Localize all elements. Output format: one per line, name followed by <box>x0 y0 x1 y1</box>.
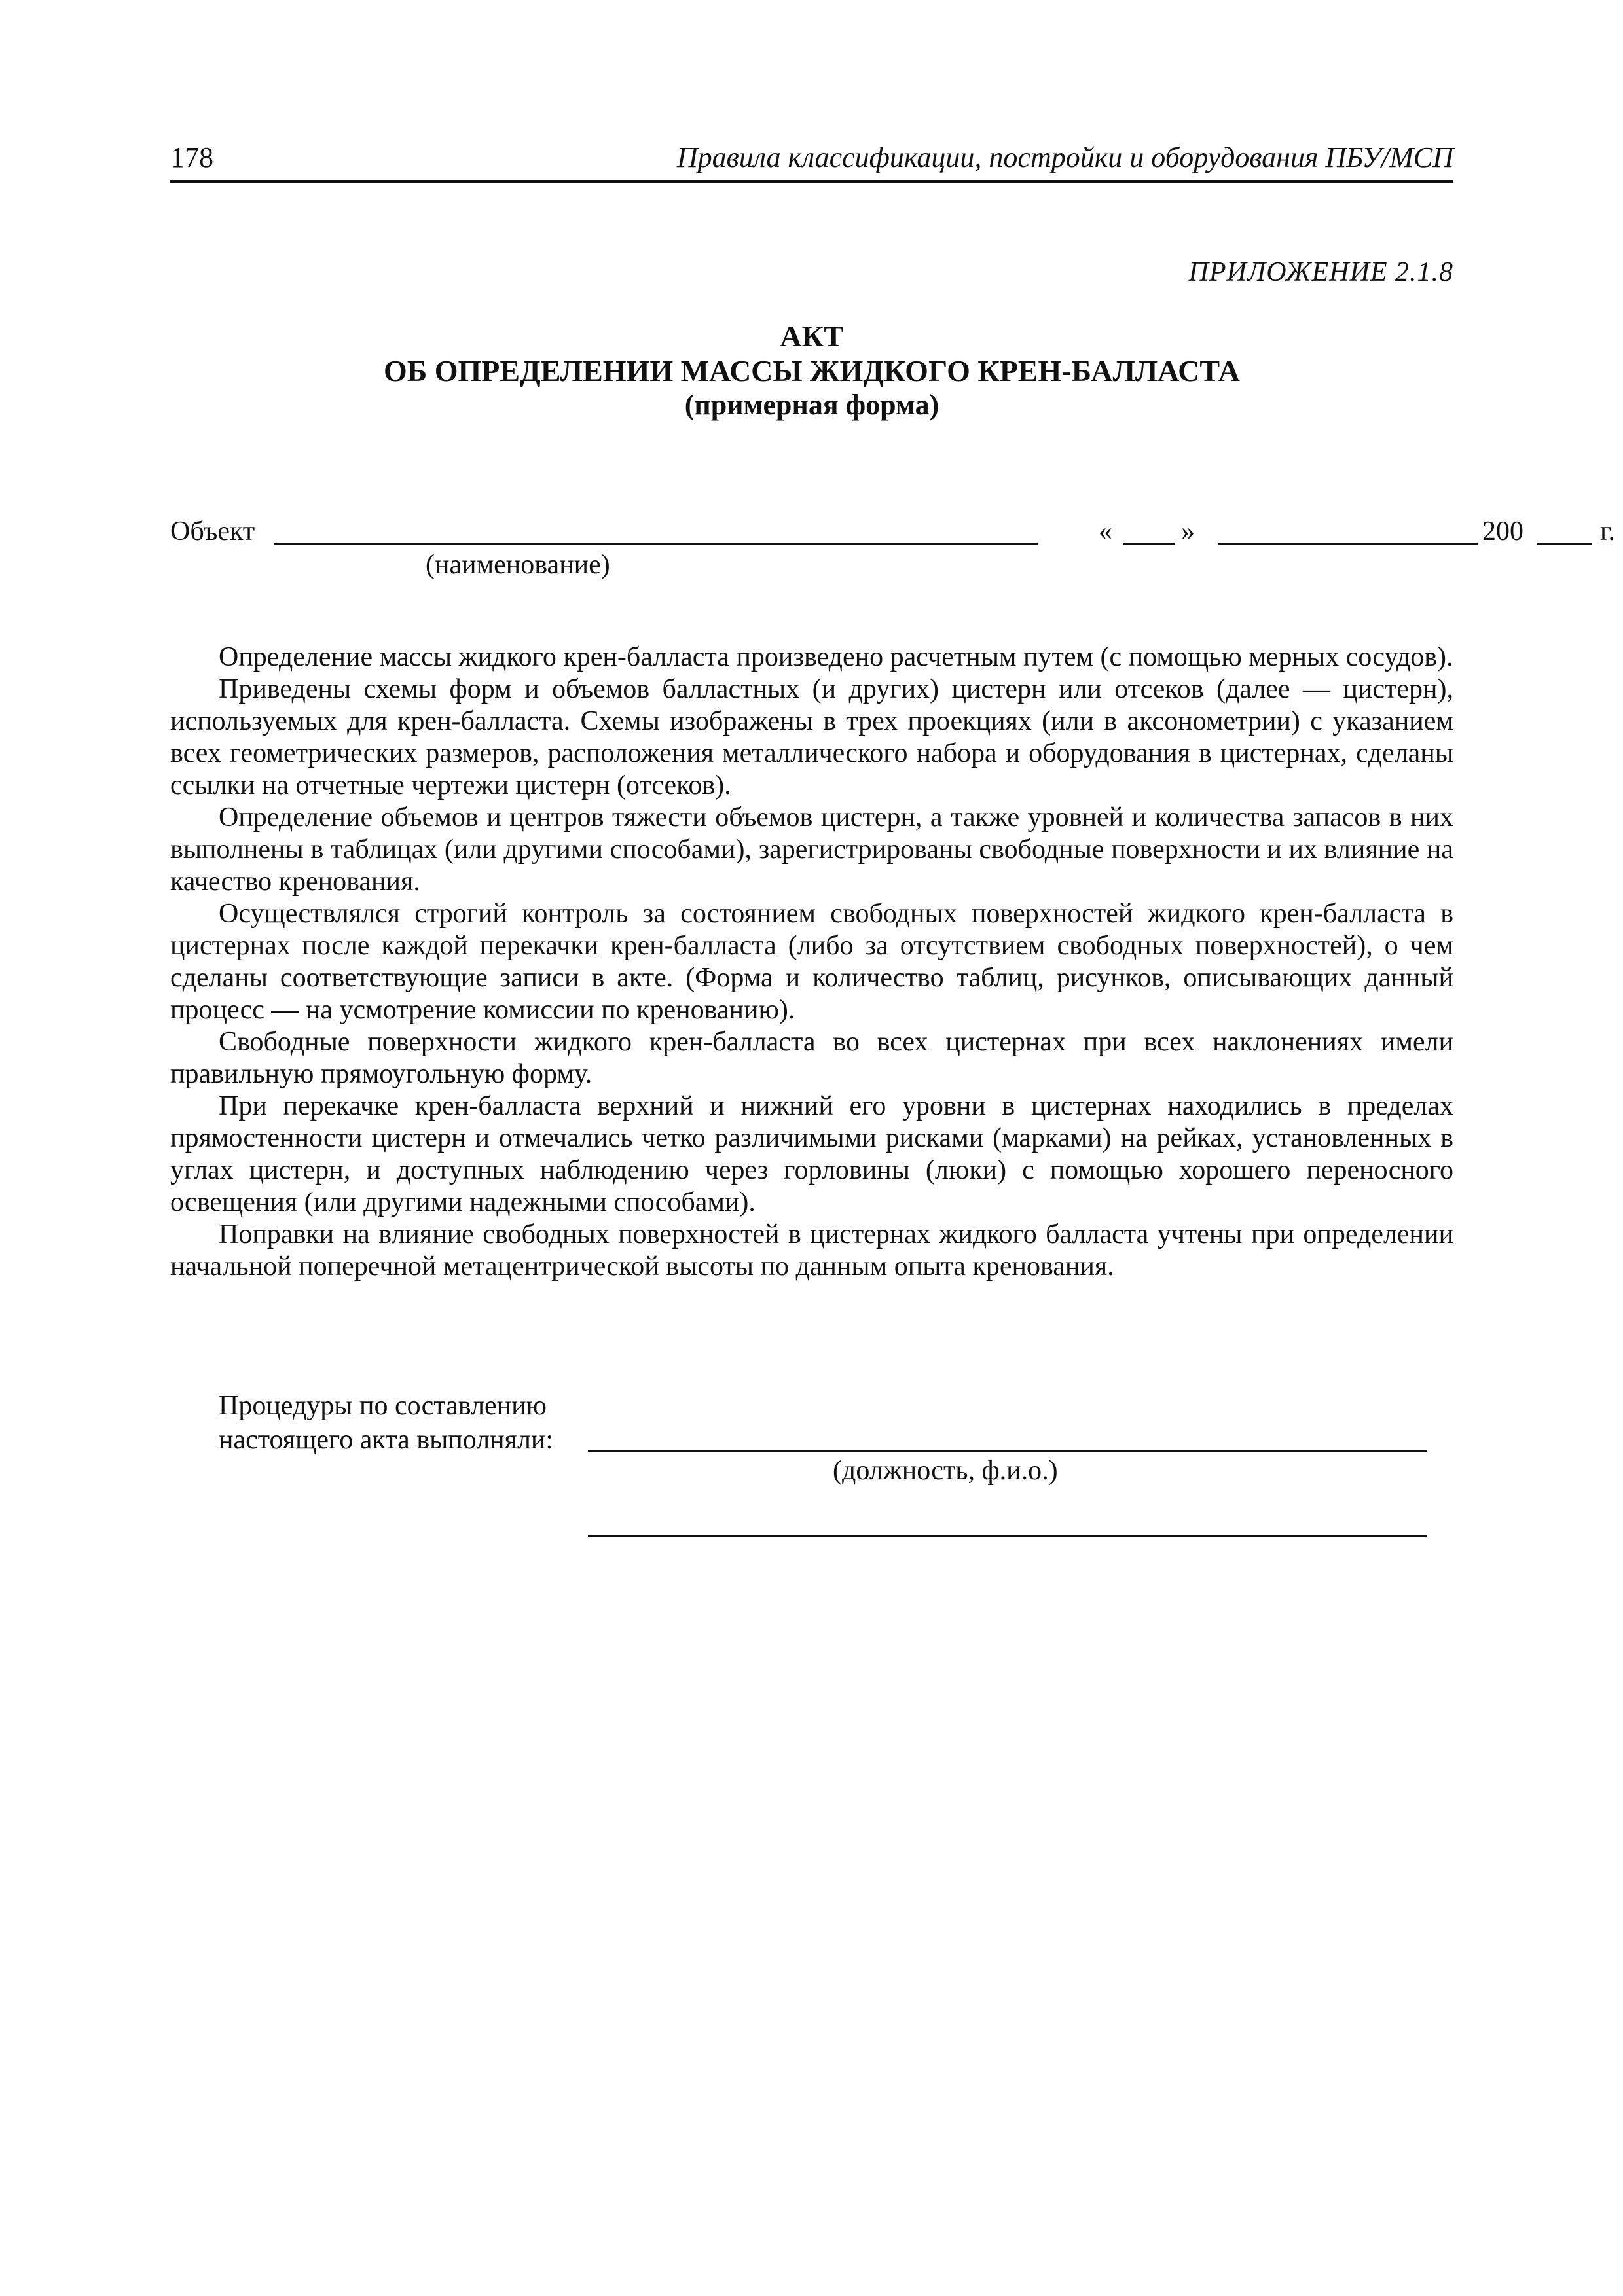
paragraph: Приведены схемы форм и объемов балластных (и других) цистерн или отсеков (далее — цистерн), используемых для крен-балласта. Схемы изображены в трех проекциях (или в аксонометрии) с указанием всех геометрических размеров, расположения металлического набора и оборудования в цистернах, сделаны ссылки на отчетные чертежи цистерн (отсеков). <box>170 674 1453 800</box>
body-text <box>170 641 1453 1283</box>
signature-hint: (должность, ф.и.о.) <box>833 1456 1058 1486</box>
signature-field-1[interactable] <box>588 1450 1427 1452</box>
signature-field-2[interactable] <box>588 1535 1427 1537</box>
paragraph: Осуществлялся строгий контроль за состоянием свободных поверхностей жидкого крен-балласта в цистернах после каждой перекачки крен-балласта (либо за отсутствием свободных поверхностей), о чем сделаны соответствующие записи в акте. (Форма и количество таблиц, рисунков, описывающих данный процесс — на усмотрение комиссии по кренованию). <box>170 899 1453 1025</box>
date-year-prefix: 200 <box>1482 516 1523 547</box>
signature-label <box>219 1389 553 1457</box>
signature-label-line1: Процедуры по составлению <box>219 1391 547 1421</box>
paragraph: При перекачке крен-балласта верхний и нижний его уровни в цистернах находились в пределах прямостенности цистерн и отмечались четко различимыми рисками (марками) на рейках, установленных в углах цистерн, и доступных наблюдению через горловины (люки) с помощью хорошего переносного освещения (или другими надежными способами). <box>170 1091 1453 1217</box>
date-close-quote: » <box>1181 516 1195 547</box>
object-date-row <box>170 514 1615 551</box>
date-day-field[interactable] <box>1123 543 1175 545</box>
object-name-field[interactable] <box>274 543 1038 545</box>
title-subject: ОБ ОПРЕДЕЛЕНИИ МАССЫ ЖИДКОГО КРЕН-БАЛЛАСТА <box>384 354 1240 387</box>
object-label: Объект <box>170 516 255 547</box>
paragraph: Свободные поверхности жидкого крен-балласта во всех цистернах при всех наклонениях имели правильную прямоугольную форму. <box>170 1027 1453 1089</box>
appendix-label: ПРИЛОЖЕНИЕ 2.1.8 <box>1188 257 1453 287</box>
document-title <box>170 319 1453 422</box>
paragraph: Определение объемов и центров тяжести объемов цистерн, а также уровней и количества запасов в них выполнены в таблицах (или другими способами), зарегистрированы свободные поверхности и их влияние на качество кренования. <box>170 802 1453 897</box>
signature-label-line2: настоящего акта выполняли: <box>219 1425 554 1455</box>
object-name-hint: (наименование) <box>426 550 610 580</box>
date-year-field[interactable] <box>1537 543 1592 545</box>
running-header-title: Правила классификации, постройки и оборудования ПБУ/МСП <box>676 141 1453 173</box>
page-number: 178 <box>170 141 213 173</box>
date-open-quote: « <box>1099 516 1112 547</box>
running-header <box>170 141 1453 183</box>
title-form-note: (примерная форма) <box>684 389 939 421</box>
paragraph: Определение массы жидкого крен-балласта произведено расчетным путем (с помощью мерных сосудов). <box>219 642 1453 672</box>
title-act: АКТ <box>780 319 844 353</box>
date-month-field[interactable] <box>1218 543 1478 545</box>
paragraph: Поправки на влияние свободных поверхностей в цистернах жидкого балласта учтены при определении начальной поперечной метацентрической высоты по данным опыта кренования. <box>170 1219 1453 1282</box>
date-year-suffix: г. <box>1600 516 1615 547</box>
